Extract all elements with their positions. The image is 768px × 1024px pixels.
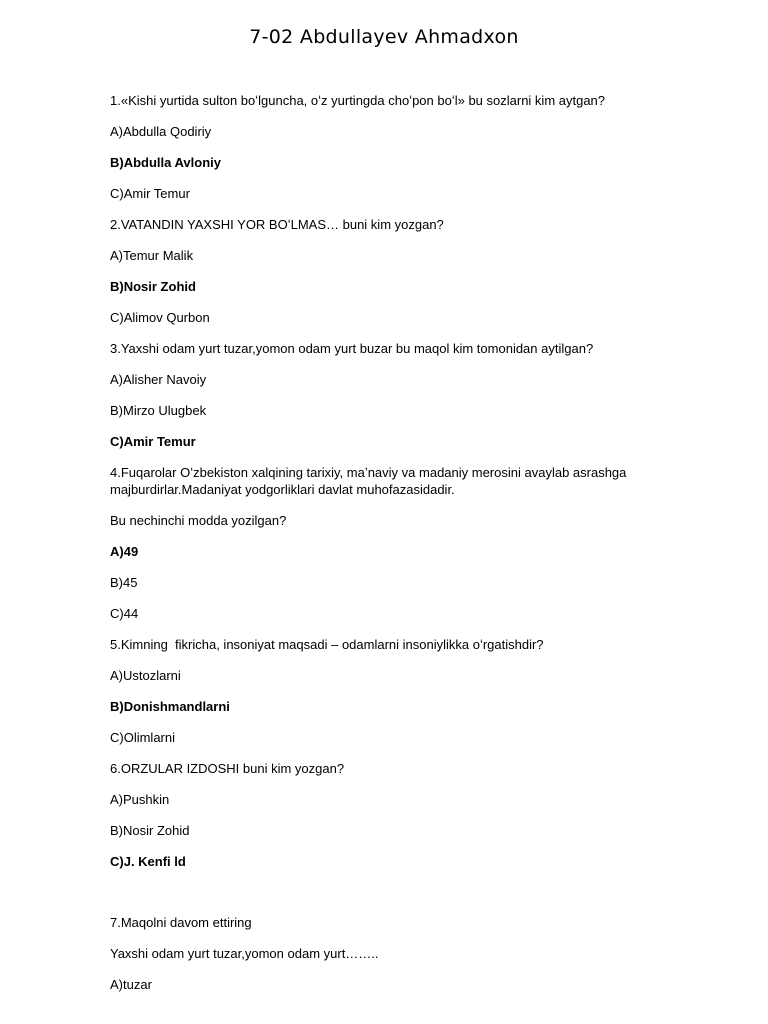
document-title: 7-02 Abdullayev Ahmadxon (249, 26, 519, 48)
question-4-option-b: B)45 (110, 575, 138, 590)
question-3-option-b: B)Mirzo Ulugbek (110, 403, 207, 418)
question-2-option-a: A)Temur Malik (110, 248, 194, 263)
question-list (110, 92, 670, 1007)
question-1-option-b: B)Abdulla Avloniy (110, 155, 221, 170)
question-6-option-b: B)Nosir Zohid (110, 823, 190, 838)
question-2-option-c: C)Alimov Qurbon (110, 310, 210, 325)
question-7-subtext: Yaxshi odam yurt tuzar,yomon odam yurt…….. (110, 946, 379, 961)
question-7-text: 7.Maqolni davom ettiring (110, 915, 252, 930)
question-2-text: 2.VATANDIN YAXSHI YOR BOʻLMAS… buni kim yozgan? (110, 217, 444, 232)
question-3-text: 3.Yaxshi odam yurt tuzar,yomon odam yurt buzar bu maqol kim tomonidan aytilgan? (110, 341, 594, 356)
question-7-option-a: A)tuzar (110, 977, 152, 992)
question-1-option-a: A)Abdulla Qodiriy (110, 124, 212, 139)
question-1-text: 1.«Kishi yurtida sulton boʻlguncha, oʻz yurtingda choʻpon boʻl» bu sozlarni kim aytgan? (110, 93, 606, 108)
question-6-text: 6.ORZULAR IZDOSHI buni kim yozgan? (110, 761, 345, 776)
question-4-subtext: Bu nechinchi modda yozilgan? (110, 513, 287, 528)
question-6-option-c: C)J. Kenfi ld (110, 854, 186, 869)
question-1-option-c: C)Amir Temur (110, 186, 190, 201)
question-5-option-b: B)Donishmandlarni (110, 699, 230, 714)
spacer (110, 884, 670, 914)
question-5-option-c: C)Olimlarni (110, 730, 175, 745)
question-5-text: 5.Kimning fikricha, insoniyat maqsadi – odamlarni insoniylikka oʻrgatishdir? (110, 637, 544, 652)
question-3-option-c: C)Amir Temur (110, 434, 196, 449)
question-3-option-a: A)Alisher Navoiy (110, 372, 207, 387)
question-5-option-a: A)Ustozlarni (110, 668, 181, 683)
question-6-option-a: A)Pushkin (110, 792, 170, 807)
question-2-option-b: B)Nosir Zohid (110, 279, 196, 294)
question-4-text: 4.Fuqarolar Oʻzbekiston xalqining tarixiy, maʼnaviy va madaniy merosini avaylab asrashga majburdirlar.Madaniyat yodgorliklari davlat muhofazasidadir. (110, 465, 631, 497)
question-4-option-c: C)44 (110, 606, 139, 621)
question-4-option-a: A)49 (110, 544, 139, 559)
